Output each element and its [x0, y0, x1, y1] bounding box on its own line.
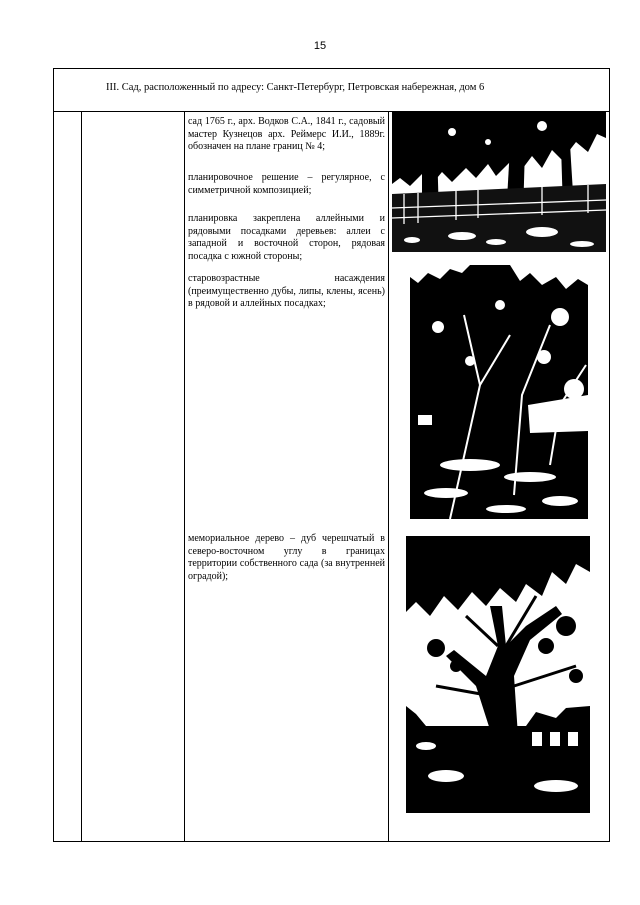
photo-garden-fence	[392, 112, 606, 252]
section-header: III. Сад, расположенный по адресу: Санкт-Петербург, Петровская набережная, дом 6	[106, 82, 485, 93]
page-number: 15	[313, 40, 327, 52]
entry-planning-solution: планировочное решение – регулярное, с симметричной композицией;	[188, 172, 385, 196]
column-divider	[388, 112, 389, 841]
entry-alley-plantings: планировка закреплена аллейными и рядовыми посадками деревьев: аллеи с западной и восточной сторон, рядовая посадка с южной стороны;	[188, 213, 385, 262]
section-header-row	[54, 69, 609, 112]
entry-garden-history: сад 1765 г., арх. Водков С.А., 1841 г., садовый мастер Кузнецов арх. Реймерс И.И., 1889г. обозначен на плане границ № 4;	[188, 116, 385, 152]
column-divider	[81, 112, 82, 841]
photo-tree-alley	[410, 265, 588, 519]
heritage-table	[53, 68, 610, 842]
photo-memorial-oak	[406, 536, 590, 813]
column-divider	[184, 112, 185, 841]
entry-memorial-oak: мемориальное дерево – дуб черешчатый в северо-восточном углу в границах территории собственного сада (за внутренней оградой);	[188, 533, 385, 582]
entry-old-trees: старовозрастные насаждения (преимущественно дубы, липы, клены, ясень) в рядовой и аллейных посадках;	[188, 273, 385, 309]
